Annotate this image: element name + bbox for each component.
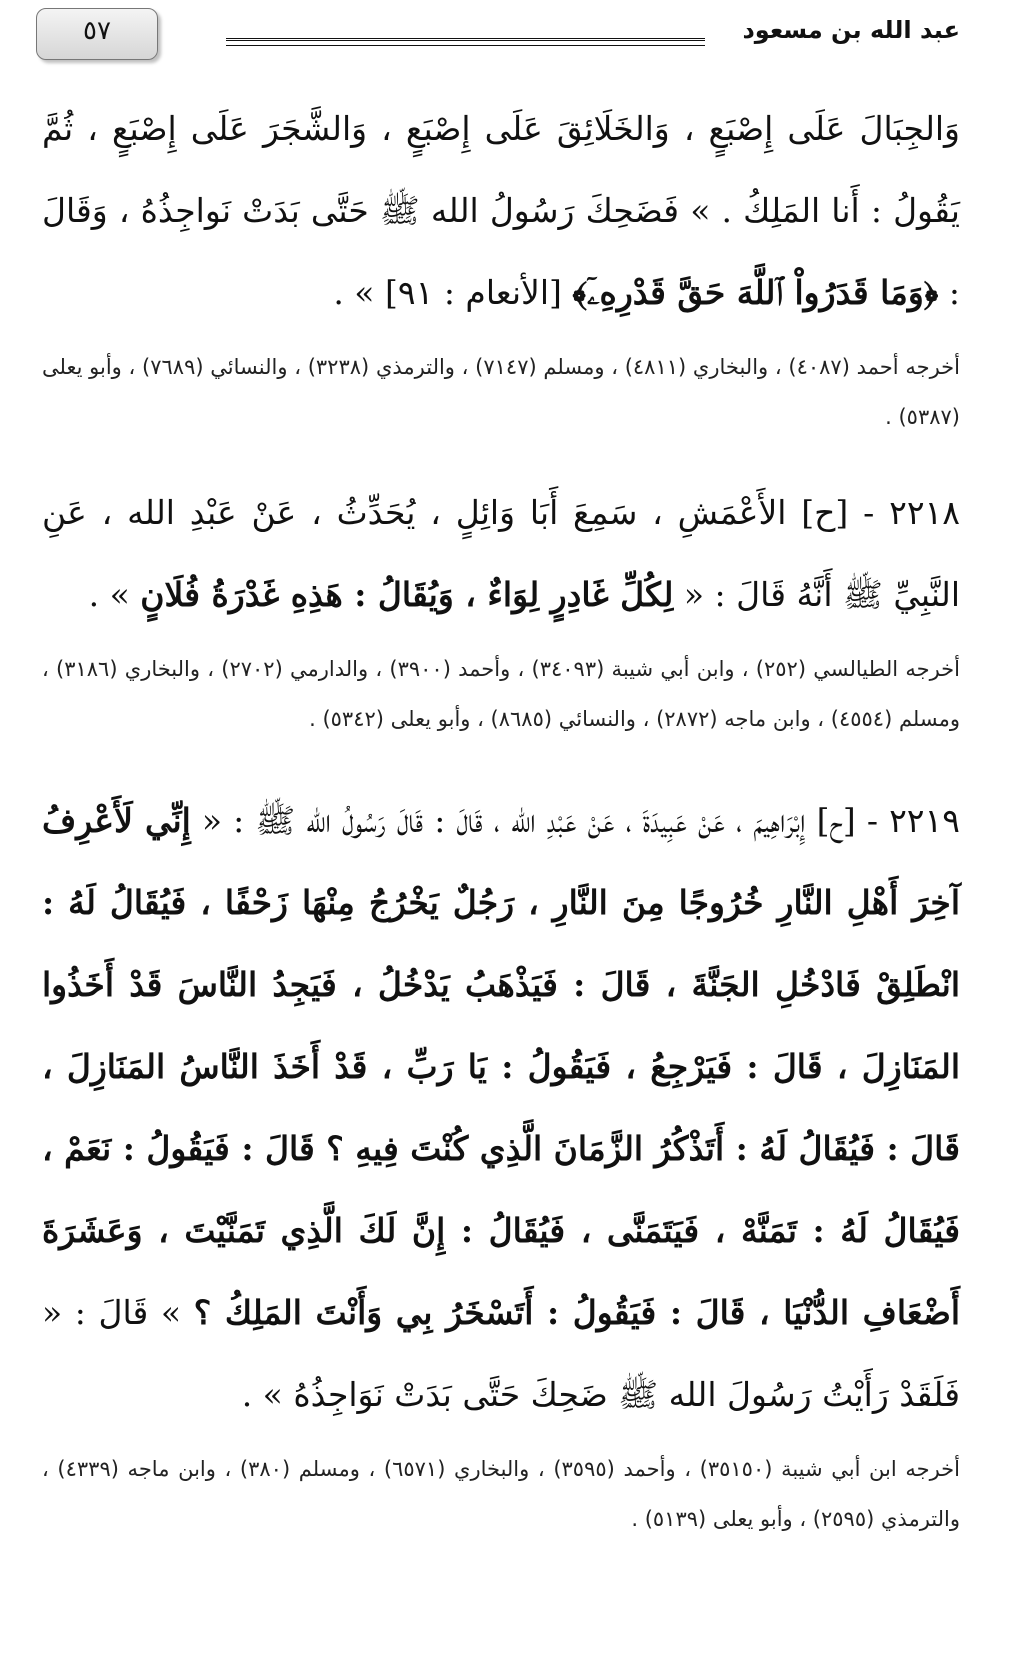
footnote-takhrij: أخرجه الطيالسي (٢٥٢) ، وابن أبي شيبة (٣٤٠٩٣) ، وأحمد (٣٩٠٠) ، والدارمي (٢٧٠٢) ، والبخاري (٣١٨٦) ، ومسلم (٤٥٥٤) ، وابن ماجه (٢٨٧٢) ، والنسائي (٨٦٨٥) ، وأبو يعلى (٥٣٤٢) . [42,657,960,731]
header-rule [226,38,705,46]
hadith-2218: ٢٢١٨ - [ح] الأَعْمَشِ ، سَمِعَ أَبَا وَائِلٍ ، يُحَدِّثُ ، عَنْ عَبْدِ الله ، عَنِ النَّبِيِّ ﷺ أَنَّهُ قَالَ : « لِكُلِّ غَادِرٍ لِوَاءٌ ، وَيُقَالُ : هَذِهِ غَدْرَةُ فُلَانٍ » . [42,493,960,614]
footnote-takhrij: أخرجه أحمد (٤٠٨٧) ، والبخاري (٤٨١١) ، ومسلم (٧١٤٧) ، والترمذي (٣٢٣٨) ، والنسائي (٧٦٨٩) ، وأبو يعلى (٥٣٨٧) . [42,355,960,429]
hadith-2219: ٢٢١٩ - [ح] إِبْرَاهِيمَ ، عَنْ عَبِيدَةَ ، عَنْ عَبْدِ الله ، قَالَ : قَالَ رَسُولُ الله ﷺ : « إِنِّي لَأَعْرِفُ آخِرَ أَهْلِ النَّارِ خُرُوجًا مِنَ النَّارِ ، رَجُلٌ يَخْرُجُ مِنْهَا زَحْفًا ، فَيُقَالُ لَهُ : انْطَلِقْ فَادْخُلِ الجَنَّةَ ، قَالَ : فَيَذْهَبُ يَدْخُلُ ، فَيَجِدُ النَّاسَ قَدْ أَخَذُوا المَنَازِلَ ، قَالَ : فَيَرْجِعُ ، فَيَقُولُ : يَا رَبِّ ، قَدْ أَخَذَ النَّاسُ المَنَازِلَ ، قَالَ : فَيُقَالُ لَهُ : أَتَذْكُرُ الزَّمَانَ الَّذِي كُنْتَ فِيهِ ؟ قَالَ : فَيَقُولُ : نَعَمْ ، فَيُقَالُ لَهُ : تَمَنَّهْ ، فَيَتَمَنَّى ، فَيُقَالُ : إِنَّ لَكَ الَّذِي تَمَنَّيْتَ ، وَعَشَرَةَ أَضْعَافِ الدُّنْيَا ، قَالَ : فَيَقُولُ : أَتَسْخَرُ بِي وَأَنْتَ المَلِكُ ؟ » قَالَ : « فَلَقَدْ رَأَيْتُ رَسُولَ الله ﷺ ضَحِكَ حَتَّى بَدَتْ نَوَاجِذُهُ » . [42,801,961,1414]
page-number-tab [36,8,158,60]
page-content [42,88,960,1544]
page-header [36,8,960,58]
hadith-number: ٢٢١٨ [889,493,960,532]
footnote-takhrij: أخرجه ابن أبي شيبة (٣٥١٥٠) ، وأحمد (٣٥٩٥) ، والبخاري (٦٥٧١) ، ومسلم (٣٨٠) ، وابن ماجه (٤٣٣٩) ، والترمذي (٢٥٩٥) ، وأبو يعلى (٥١٣٩) . [42,1457,960,1531]
hadith-text-continued: وَالجِبَالَ عَلَى إِصْبَعٍ ، وَالخَلَائِقَ عَلَى إِصْبَعٍ ، وَالشَّجَرَ عَلَى إِصْبَعٍ ، ثُمَّ يَقُولُ : أَنا المَلِكُ . » فَضَحِكَ رَسُولُ الله ﷺ حَتَّى بَدَتْ نَواجِذُهُ ، وَقَالَ : ﴿وَمَا قَدَرُواْ ٱللَّهَ حَقَّ قَدْرِهِۦٓ﴾ [الأنعام : ٩١] » . [42,109,960,312]
hadith-number: ٢٢١٩ [889,801,960,840]
running-title: عبد الله بن مسعود [742,16,960,44]
quran-quote: ﴿وَمَا قَدَرُواْ ٱللَّهَ حَقَّ قَدْرِهِۦٓ﴾ [572,273,939,312]
hadith-matn: لِكُلِّ غَادِرٍ لِوَاءٌ ، وَيُقَالُ : هَذِهِ غَدْرَةُ فُلَانٍ [140,575,674,614]
hadith-matn: إِنِّي لَأَعْرِفُ آخِرَ أَهْلِ النَّارِ خُرُوجًا مِنَ النَّارِ ، رَجُلٌ يَخْرُجُ مِنْهَا زَحْفًا ، فَيُقَالُ لَهُ : انْطَلِقْ فَادْخُلِ الجَنَّةَ ، قَالَ : فَيَذْهَبُ يَدْخُلُ ، فَيَجِدُ النَّاسَ قَدْ أَخَذُوا المَنَازِلَ ، قَالَ : فَيَرْجِعُ ، فَيَقُولُ : يَا رَبِّ ، قَدْ أَخَذَ النَّاسُ المَنَازِلَ ، قَالَ : فَيُقَالُ لَهُ : أَتَذْكُرُ الزَّمَانَ الَّذِي كُنْتَ فِيهِ ؟ قَالَ : فَيَقُولُ : نَعَمْ ، فَيُقَالُ لَهُ : تَمَنَّهْ ، فَيَتَمَنَّى ، فَيُقَالُ : إِنَّ لَكَ الَّذِي تَمَنَّيْتَ ، وَعَشَرَةَ أَضْعَافِ الدُّنْيَا ، قَالَ : فَيَقُولُ : أَتَسْخَرُ بِي وَأَنْتَ المَلِكُ ؟ [42,801,961,1332]
page-number: ٥٧ [83,16,111,46]
